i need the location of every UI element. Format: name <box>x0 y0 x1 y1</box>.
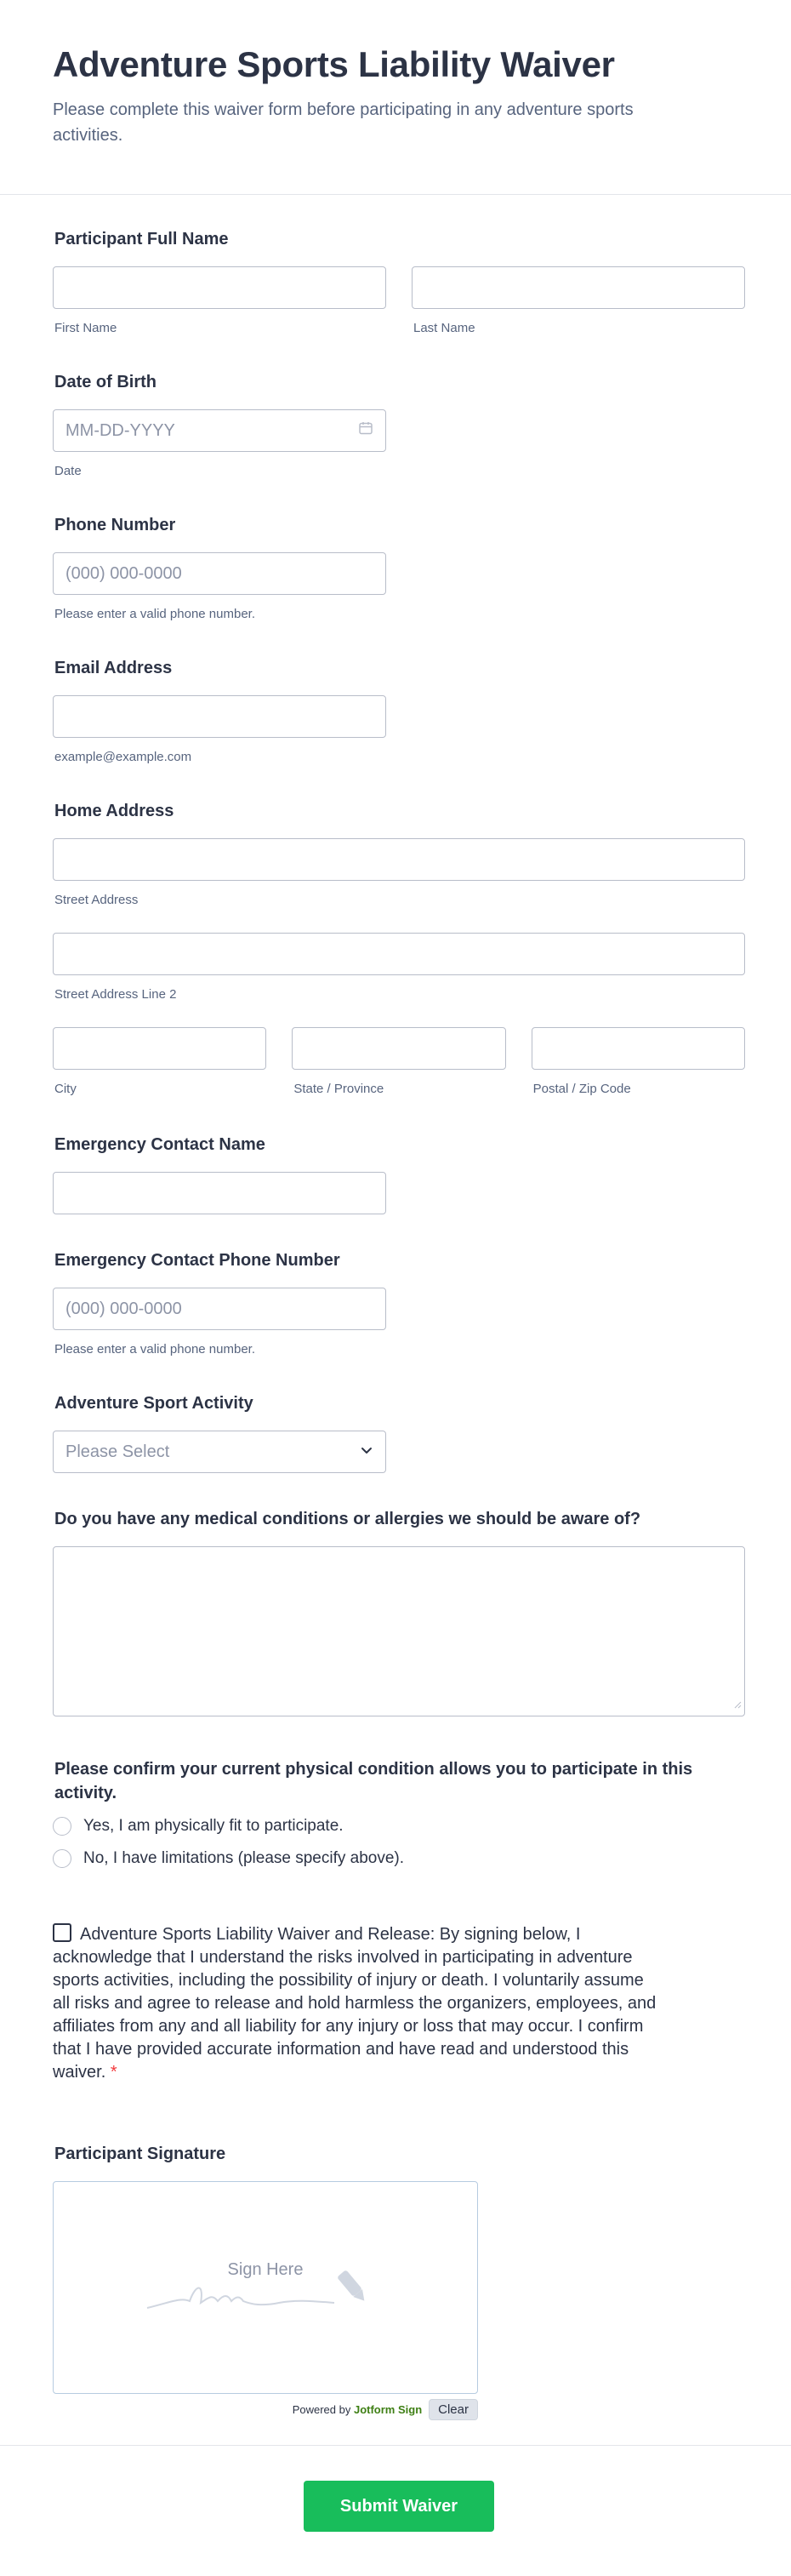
phone-question <box>53 516 386 621</box>
dob-input[interactable] <box>53 409 386 452</box>
signature-pad[interactable] <box>53 2181 478 2394</box>
emergency-phone-label: Emergency Contact Phone Number <box>54 1251 340 1270</box>
email-question <box>53 659 386 764</box>
zip-sublabel: Postal / Zip Code <box>532 1082 631 1096</box>
powered-by-prefix: Powered by <box>292 2403 351 2416</box>
medical-textarea[interactable] <box>53 1546 745 1716</box>
form-footer-divider <box>0 2445 791 2446</box>
emergency-name-question <box>53 1135 386 1214</box>
phone-label: Phone Number <box>54 516 176 534</box>
city-input[interactable] <box>53 1027 266 1070</box>
first-name-sublabel: First Name <box>54 321 117 335</box>
physical-label: Please confirm your current physical condition allows you to participate in this activity. <box>54 1760 693 1802</box>
address-label: Home Address <box>54 802 174 820</box>
emergency-name-label: Emergency Contact Name <box>54 1135 265 1154</box>
required-asterisk: * <box>110 2063 117 2082</box>
page-subtitle: Please complete this waiver form before participating in any adventure sports activities. <box>53 100 634 145</box>
clear-signature-button[interactable]: Clear <box>429 2399 478 2420</box>
participant-name-question <box>53 230 745 335</box>
activity-select[interactable] <box>53 1431 386 1473</box>
zip-input[interactable] <box>532 1027 745 1070</box>
street-address-input[interactable] <box>53 838 745 881</box>
calendar-icon[interactable] <box>358 420 373 441</box>
page-title: Adventure Sports Liability Waiver <box>53 44 615 84</box>
radio-button[interactable] <box>53 1849 71 1868</box>
emergency-name-input[interactable] <box>53 1172 386 1214</box>
email-sublabel: example@example.com <box>54 750 192 764</box>
phone-placeholder: (000) 000-0000 <box>65 563 182 583</box>
resize-handle-icon[interactable] <box>733 1698 742 1713</box>
email-label: Email Address <box>54 659 173 677</box>
physical-option-no-label: No, I have limitations (please specify above). <box>83 1849 405 1867</box>
physical-option-yes[interactable] <box>53 1817 699 1836</box>
address-question <box>53 802 745 1096</box>
waiver-checkbox[interactable] <box>53 1923 71 1942</box>
emergency-phone-placeholder: (000) 000-0000 <box>65 1299 182 1318</box>
signature-placeholder: Sign Here <box>227 2260 304 2279</box>
physical-question <box>53 1757 699 1868</box>
dob-question <box>53 373 386 478</box>
first-name-input[interactable] <box>53 266 386 309</box>
last-name-input[interactable] <box>412 266 745 309</box>
activity-label: Adventure Sport Activity <box>54 1394 253 1413</box>
state-input[interactable] <box>292 1027 505 1070</box>
waiver-agreement <box>53 1923 657 2084</box>
street-address-sublabel: Street Address <box>54 893 139 907</box>
dob-sublabel: Date <box>54 464 82 478</box>
emergency-phone-input[interactable] <box>53 1288 386 1330</box>
phone-input[interactable] <box>53 552 386 595</box>
radio-button[interactable] <box>53 1817 71 1836</box>
activity-question <box>53 1394 386 1473</box>
city-sublabel: City <box>54 1082 77 1096</box>
dob-placeholder: MM-DD-YYYY <box>65 420 175 440</box>
dob-label: Date of Birth <box>54 373 156 391</box>
participant-name-label: Participant Full Name <box>54 230 229 248</box>
powered-by-text <box>293 2403 422 2416</box>
street-address-line2-sublabel: Street Address Line 2 <box>54 987 177 1002</box>
medical-label: Do you have any medical conditions or allergies we should be aware of? <box>54 1510 641 1528</box>
email-input[interactable] <box>53 695 386 738</box>
emergency-phone-sublabel: Please enter a valid phone number. <box>54 1342 255 1357</box>
physical-option-no[interactable] <box>53 1849 699 1868</box>
signature-label: Participant Signature <box>54 2145 226 2163</box>
state-sublabel: State / Province <box>293 1082 384 1096</box>
street-address-line2-input[interactable] <box>53 933 745 975</box>
waiver-text: Adventure Sports Liability Waiver and Release: By signing below, I acknowledge that I understand the risks involved in participating in adventure sports activities, including the possibility of injury or death. I voluntarily assume all risks and agree to release and hold harmless the organizers, employees, and affiliates from any and all liability for any injury or loss that may occur. I confirm that I have provided accurate information and have read and understood this waiver. <box>53 1925 657 2082</box>
medical-question <box>53 1510 745 1716</box>
phone-sublabel: Please enter a valid phone number. <box>54 607 255 621</box>
chevron-down-icon <box>360 1442 373 1462</box>
activity-placeholder: Please Select <box>65 1442 170 1461</box>
form-header <box>0 0 791 195</box>
signature-question <box>53 2145 478 2420</box>
last-name-sublabel: Last Name <box>413 321 475 335</box>
physical-option-yes-label: Yes, I am physically fit to participate. <box>83 1817 344 1835</box>
jotform-sign-brand[interactable]: Jotform Sign <box>353 2403 423 2416</box>
submit-button[interactable]: Submit Waiver <box>304 2481 494 2532</box>
emergency-phone-question <box>53 1251 386 1357</box>
